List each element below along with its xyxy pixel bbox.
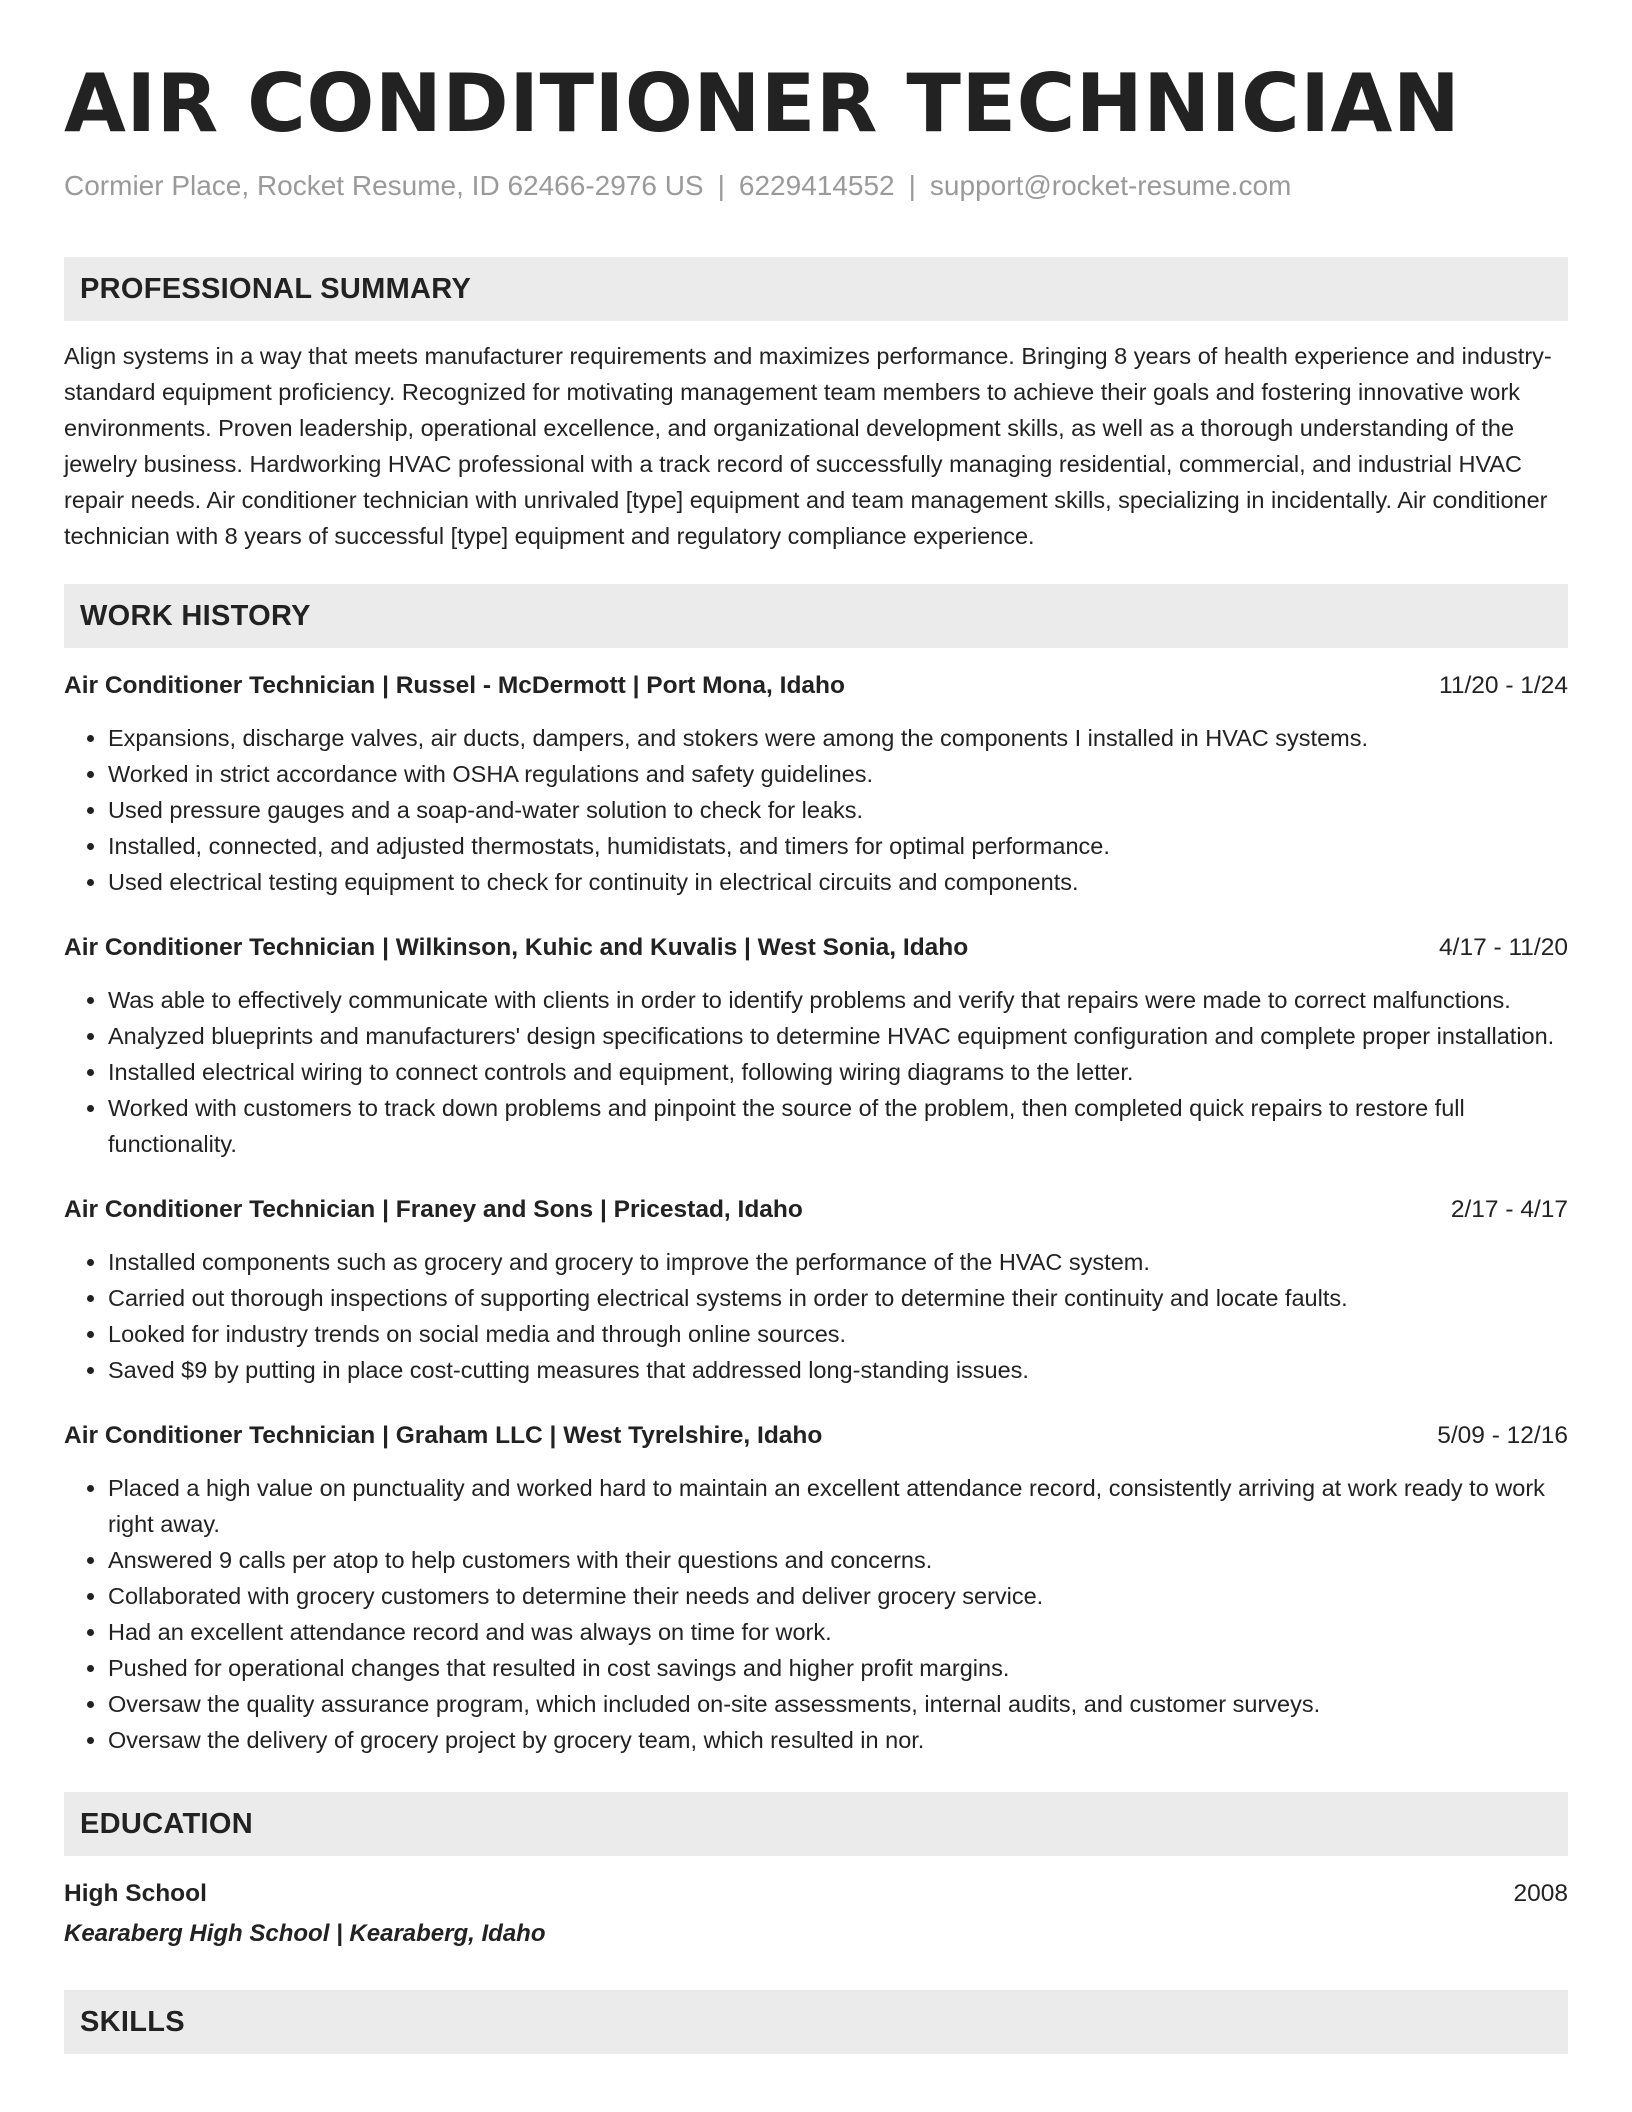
section-header-summary: PROFESSIONAL SUMMARY xyxy=(64,257,1568,321)
summary-text: Align systems in a way that meets manufacturer requirements and maximizes performance. Bringing 8 years of health experience and industry-standard equipment proficiency. Recognized for motivating management team members to achieve their goals and fostering innovative work environments. Proven leadership, operational excellence, and organizational development skills, as well as a thorough understanding of the jewelry business. Hardworking HVAC professional with a track record of successfully managing residential, commercial, and industrial HVAC repair needs. Air conditioner technician with unrivaled [type] equipment and team management skills, specializing in incidentally. Air conditioner technician with 8 years of successful [type] equipment and regulatory compliance experience. xyxy=(64,343,1552,549)
job-bullet: • Carried out thorough inspections of supporting electrical systems in order to determine their continuity and locate faults. xyxy=(108,1280,1568,1316)
job-heading-line xyxy=(64,930,1568,966)
work-history-list xyxy=(64,668,1568,1758)
job-bullet: • Answered 9 calls per atop to help customers with their questions and concerns. xyxy=(108,1542,1568,1578)
job-bullet: • Installed, connected, and adjusted thermostats, humidistats, and timers for optimal performance. xyxy=(108,828,1568,864)
job-dates: 5/09 - 12/16 xyxy=(1437,1422,1568,1449)
job-dates: 2/17 - 4/17 xyxy=(1450,1196,1568,1223)
job-bullet: • Oversaw the delivery of grocery project by grocery team, which resulted in nor. xyxy=(108,1722,1568,1758)
resume-name-heading: AIR CONDITIONER TECHNICIAN xyxy=(64,57,1461,150)
job-heading-line xyxy=(64,668,1568,704)
job-bullet: • Oversaw the quality assurance program, which included on-site assessments, internal audits, and customer surveys. xyxy=(108,1686,1568,1722)
job-bullet: • Installed components such as grocery and grocery to improve the performance of the HVAC system. xyxy=(108,1244,1568,1280)
resume-page xyxy=(64,56,1568,2054)
contact-email: support@rocket-resume.com xyxy=(929,170,1292,201)
job-dates: 11/20 - 1/24 xyxy=(1439,672,1568,699)
education-year: 2008 xyxy=(1513,1880,1568,1907)
contact-separator: | xyxy=(908,170,916,201)
job-bullet: • Expansions, discharge valves, air ducts, dampers, and stokers were among the components I installed in HVAC systems. xyxy=(108,720,1568,756)
job-bullet: • Analyzed blueprints and manufacturers' design specifications to determine HVAC equipment configuration and complete proper installation. xyxy=(108,1018,1568,1054)
job-entry xyxy=(64,930,1568,1162)
job-entry xyxy=(64,1192,1568,1388)
job-bullet-list xyxy=(64,1244,1568,1388)
job-heading-line xyxy=(64,1418,1568,1454)
job-title: Air Conditioner Technician | Russel - McDermott | Port Mona, Idaho xyxy=(64,672,845,699)
job-bullet-list xyxy=(64,720,1568,900)
job-bullet: • Used electrical testing equipment to check for continuity in electrical circuits and components. xyxy=(108,864,1568,900)
job-title: Air Conditioner Technician | Graham LLC | West Tyrelshire, Idaho xyxy=(64,1422,823,1449)
education-line xyxy=(64,1876,1568,1912)
job-bullet: • Used pressure gauges and a soap-and-water solution to check for leaks. xyxy=(108,792,1568,828)
section-header-work-history: WORK HISTORY xyxy=(64,584,1568,648)
education-entry xyxy=(64,1876,1568,1952)
education-degree: High School xyxy=(64,1880,207,1907)
job-heading-line xyxy=(64,1192,1568,1228)
job-bullet: • Worked with customers to track down problems and pinpoint the source of the problem, then completed quick repairs to restore full functionality. xyxy=(108,1090,1568,1162)
section-header-education: EDUCATION xyxy=(64,1792,1568,1856)
job-bullet: • Collaborated with grocery customers to determine their needs and deliver grocery service. xyxy=(108,1578,1568,1614)
section-header-skills: SKILLS xyxy=(64,1990,1568,2054)
job-entry xyxy=(64,1418,1568,1758)
job-bullet: • Had an excellent attendance record and was always on time for work. xyxy=(108,1614,1568,1650)
job-bullet-list xyxy=(64,982,1568,1162)
job-bullet: • Saved $9 by putting in place cost-cutting measures that addressed long-standing issues. xyxy=(108,1352,1568,1388)
job-bullet: • Was able to effectively communicate with clients in order to identify problems and verify that repairs were made to correct malfunctions. xyxy=(108,982,1568,1018)
contact-address: Cormier Place, Rocket Resume, ID 62466-2976 US xyxy=(64,170,704,201)
job-bullet: • Placed a high value on punctuality and worked hard to maintain an excellent attendance record, consistently arriving at work ready to work right away. xyxy=(108,1470,1568,1542)
education-school: Kearaberg High School | Kearaberg, Idaho xyxy=(64,1920,546,1947)
job-bullet: • Pushed for operational changes that resulted in cost savings and higher profit margins. xyxy=(108,1650,1568,1686)
contact-phone: 6229414552 xyxy=(738,170,895,201)
job-bullet: • Looked for industry trends on social media and through online sources. xyxy=(108,1316,1568,1352)
job-title: Air Conditioner Technician | Wilkinson, Kuhic and Kuvalis | West Sonia, Idaho xyxy=(64,934,969,961)
job-bullet: • Worked in strict accordance with OSHA regulations and safety guidelines. xyxy=(108,756,1568,792)
job-dates: 4/17 - 11/20 xyxy=(1439,934,1568,961)
job-title: Air Conditioner Technician | Franey and Sons | Pricestad, Idaho xyxy=(64,1196,803,1223)
job-bullet: • Installed electrical wiring to connect controls and equipment, following wiring diagrams to the letter. xyxy=(108,1054,1568,1090)
contact-line xyxy=(64,168,1568,204)
job-bullet-list xyxy=(64,1470,1568,1758)
job-entry xyxy=(64,668,1568,900)
contact-separator: | xyxy=(717,170,725,201)
